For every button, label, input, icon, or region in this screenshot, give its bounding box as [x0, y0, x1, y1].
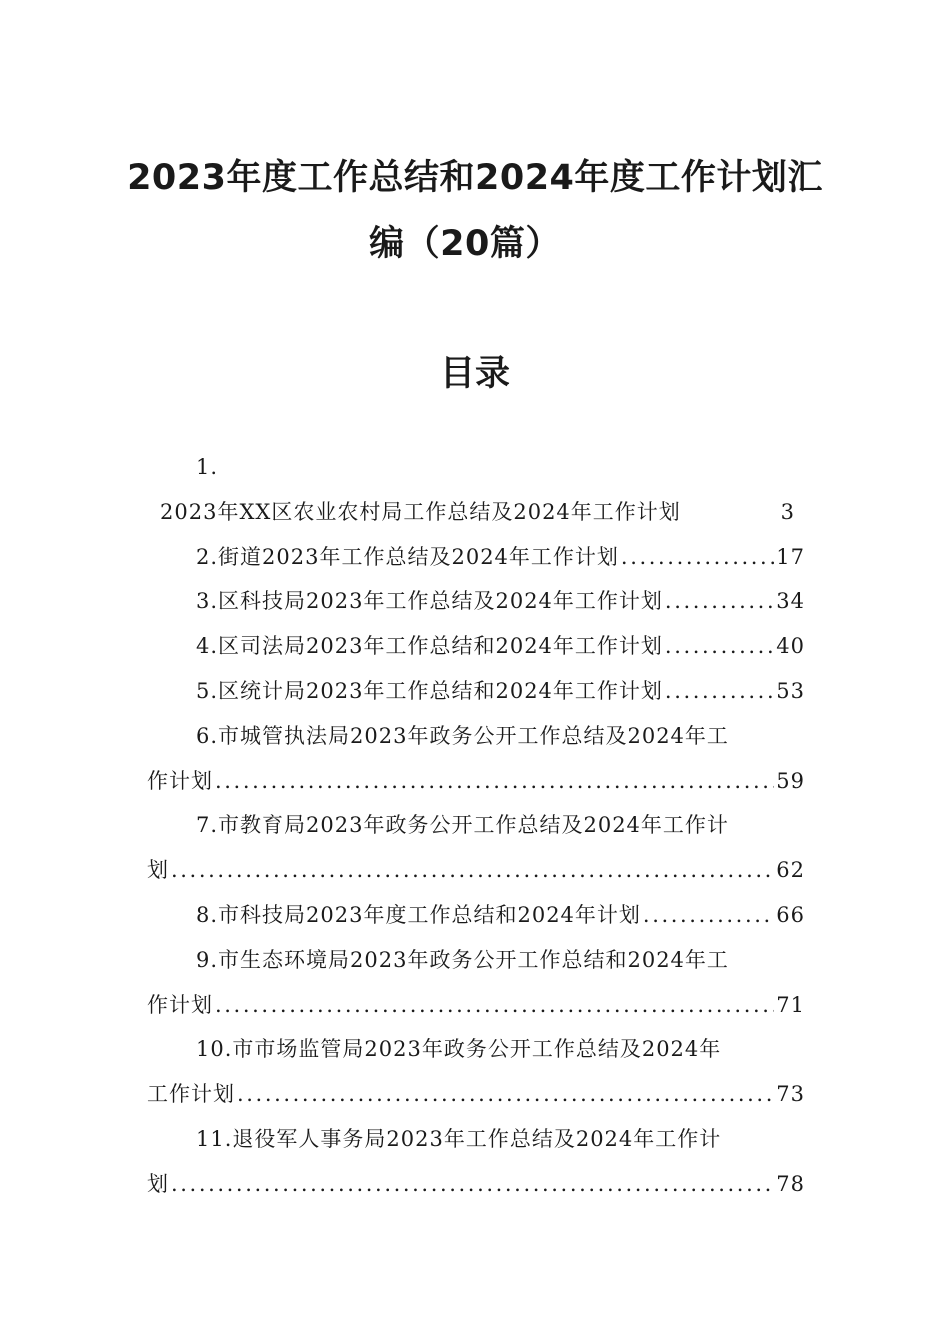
- toc-entry-6-line-1[interactable]: [147, 714, 805, 759]
- toc-entry-title: 3.区科技局2023年工作总结及2024年工作计划: [196, 589, 663, 614]
- toc-entry-page: 73: [776, 1082, 805, 1107]
- toc-entry-11-line-1[interactable]: [147, 1117, 805, 1162]
- toc-entry-3[interactable]: [147, 579, 805, 624]
- table-of-contents: [147, 445, 805, 1207]
- document-title-line-2: 编（20篇）: [369, 224, 561, 264]
- toc-entry-title: 11.退役军人事务局2023年工作总结及2024年工作计: [196, 1126, 722, 1151]
- toc-entry-title: 8.市科技局2023年度工作总结和2024年计划: [196, 902, 641, 927]
- toc-entry-6-line-2[interactable]: [147, 759, 805, 804]
- toc-entry-page: 59: [776, 768, 805, 793]
- toc-entry-title-continued: 作计划: [147, 768, 213, 793]
- document-title-line-1: 2023年度工作总结和2024年度工作计划汇: [127, 158, 823, 198]
- toc-entry-page: 62: [776, 858, 805, 883]
- dot-leader: [171, 1162, 774, 1207]
- toc-entry-page: 17: [776, 544, 805, 569]
- toc-entry-title: 7.市教育局2023年政务公开工作总结及2024年工作计: [196, 813, 729, 838]
- toc-entry-title: 2023年XX区农业农村局工作总结及2024年工作计划: [160, 499, 681, 524]
- toc-entry-9-line-2[interactable]: [147, 983, 805, 1028]
- toc-entry-title: 5.区统计局2023年工作总结和2024年工作计划: [196, 678, 663, 703]
- toc-entry-5[interactable]: [147, 669, 805, 714]
- toc-entry-title-continued: 划: [147, 1171, 169, 1196]
- toc-entry-page: 40: [776, 634, 805, 659]
- toc-entry-2[interactable]: [147, 535, 805, 580]
- dot-leader: [171, 848, 774, 893]
- toc-entry-1[interactable]: [147, 490, 805, 535]
- dot-leader: [665, 669, 774, 714]
- toc-entry-title: 2.街道2023年工作总结及2024年工作计划: [196, 544, 619, 569]
- toc-entry-page: 53: [776, 678, 805, 703]
- dot-leader: [665, 624, 774, 669]
- toc-entry-10-line-1[interactable]: [147, 1027, 805, 1072]
- toc-entry-page: 34: [776, 589, 805, 614]
- dot-leader: [215, 759, 774, 804]
- toc-entry-title-continued: 工作计划: [147, 1082, 235, 1107]
- toc-entry-title: 4.区司法局2023年工作总结和2024年工作计划: [196, 634, 663, 659]
- toc-entry-title: 10.市市场监管局2023年政务公开工作总结及2024年: [196, 1037, 722, 1062]
- toc-heading: 目录: [439, 354, 510, 394]
- toc-entry-page: 3: [780, 499, 795, 524]
- toc-entry-11-line-2[interactable]: [147, 1162, 805, 1207]
- toc-entry-10-line-2[interactable]: [147, 1072, 805, 1117]
- toc-entry-page: 78: [776, 1171, 805, 1196]
- dot-leader: [643, 893, 774, 938]
- toc-entry-7-line-1[interactable]: [147, 803, 805, 848]
- dot-leader: [621, 535, 774, 580]
- toc-entry-7-line-2[interactable]: [147, 848, 805, 893]
- toc-entry-4[interactable]: [147, 624, 805, 669]
- toc-entry-title-continued: 划: [147, 858, 169, 883]
- toc-entry-title: 9.市生态环境局2023年政务公开工作总结和2024年工: [196, 947, 729, 972]
- toc-entry-title-continued: 作计划: [147, 992, 213, 1017]
- toc-entry-number: 1.: [196, 455, 219, 479]
- dot-leader: [215, 983, 774, 1028]
- toc-entry-1-number-line[interactable]: [147, 445, 805, 490]
- toc-entry-title: 6.市城管执法局2023年政务公开工作总结及2024年工: [196, 723, 729, 748]
- toc-entry-page: 66: [776, 902, 805, 927]
- toc-entry-9-line-1[interactable]: [147, 938, 805, 983]
- toc-entry-page: 71: [776, 992, 805, 1017]
- dot-leader: [237, 1072, 774, 1117]
- toc-entry-8[interactable]: [147, 893, 805, 938]
- dot-leader: [665, 579, 774, 624]
